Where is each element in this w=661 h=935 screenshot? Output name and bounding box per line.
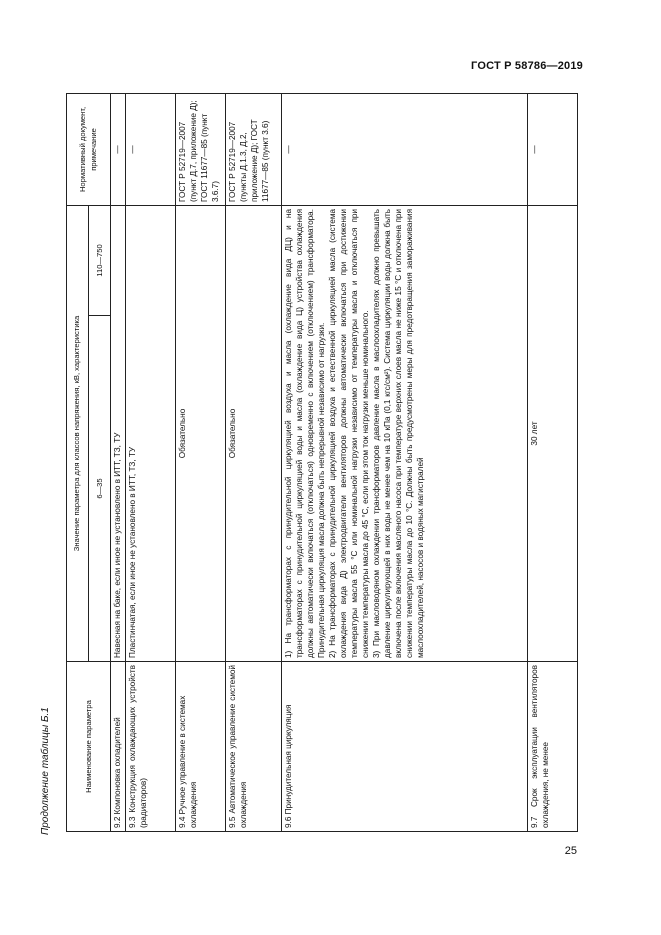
page-number: 25	[564, 845, 577, 857]
row-9-3-name: 9.3 Конструкция охлаждающих устройств (радиаторов)	[125, 662, 175, 832]
parameters-table	[66, 93, 578, 832]
row-9-6-name: 9.6 Принудительная циркуляция	[281, 662, 527, 832]
row-9-5-norm: ГОСТ Р 52719—2007 (пункты Д.1.3, Д.2, приложение Д); ГОСТ 11677—85 (пункт 3.6)	[225, 93, 281, 205]
row-9-6-norm: —	[281, 93, 527, 205]
row-9-5-name: 9.5 Автоматическое управление системой охлаждения	[225, 662, 281, 832]
header-param-name: Наименование параметра	[67, 662, 111, 832]
header-values: Значение параметра для классов напряжения, кВ, характеристика	[67, 205, 89, 661]
row-9-5-value: Обязательно	[225, 205, 281, 661]
subheader-110-750: 110—750	[89, 205, 111, 315]
row-9-6-paragraph-1: 1) На трансформаторах с принудительной циркуляцией воздуха и масла (охлаждение вида ДЦ) и на трансформаторах с принудительной циркуляцией воды и масла (охлаждение вида Ц) устройства охлаждения должны автоматически включаться (отключаться) одновременно с включением (отключением) трансформатора. Принудительная циркуляция масла должна быть непрерывной независимо от нагрузки.	[283, 208, 326, 658]
row-9-7-value: 30 лет	[528, 205, 578, 661]
table-caption: Продолжение таблицы Б.1	[40, 707, 51, 835]
document-standard-number: ГОСТ Р 58786—2019	[471, 60, 583, 72]
row-9-4-value: Обязательно	[175, 205, 225, 661]
header-norm-doc: Нормативный документ, примечание	[67, 93, 111, 205]
table-header-row	[67, 93, 89, 831]
row-9-2-value: Навесная на баке, если иное не установлено в ИТТ, ТЗ, ТУ	[111, 205, 125, 661]
row-9-2-norm: —	[111, 93, 125, 205]
row-9-3-norm: —	[125, 93, 175, 205]
row-9-4-name: 9.4 Ручное управление в системах охлаждения	[175, 662, 225, 832]
row-9-4-norm: ГОСТ Р 52719—2007 (пункт Д.7, приложение Д); ГОСТ 11677—85 (пункт 3.6.7)	[175, 93, 225, 205]
row-9-2-name: 9.2 Компоновка охладителей	[111, 662, 125, 832]
row-9-6-paragraph-2: 2) На трансформаторах с принудительной циркуляцией воздуха и естественной циркуляцией масла (система охлаждения вида Д) электродвигатели вентиляторов должны автоматически включаться при достижении температуры масла 55 °С или номинальной нагрузки независимо от температуры масла и отключаться при снижении температуры масла до 45 °С, если при этом ток нагрузки меньше номинального.	[327, 208, 370, 658]
row-9-6-value	[281, 205, 527, 661]
row-9-6-paragraph-3: 3) При масловодяном охлаждении трансформаторов давление масла в маслоохладителях должно превышать давление циркулирующей в них воды не менее чем на 10 кПа (0,1 кгс/см²). Система циркуляции воды должна быть включена после включения масляного насоса при температуре верхних слоев масла не ниже 15 °С и отключена при снижении температуры масла до 10 °С. Должны быть предусмотрены меры для предотвращения замораживания маслоохладителей, насосов и водяных магистралей	[372, 208, 426, 658]
subheader-6-35: 6—35	[89, 316, 111, 662]
row-9-7-norm: —	[528, 93, 578, 205]
rotated-table	[66, 94, 578, 832]
row-9-3-value: Пластинчатая, если иное не установлено в ИТТ, ТЗ, ТУ	[125, 205, 175, 661]
row-9-7-name: 9.7 Срок эксплуатации вентиляторов охлаждения, не менее	[528, 662, 578, 832]
